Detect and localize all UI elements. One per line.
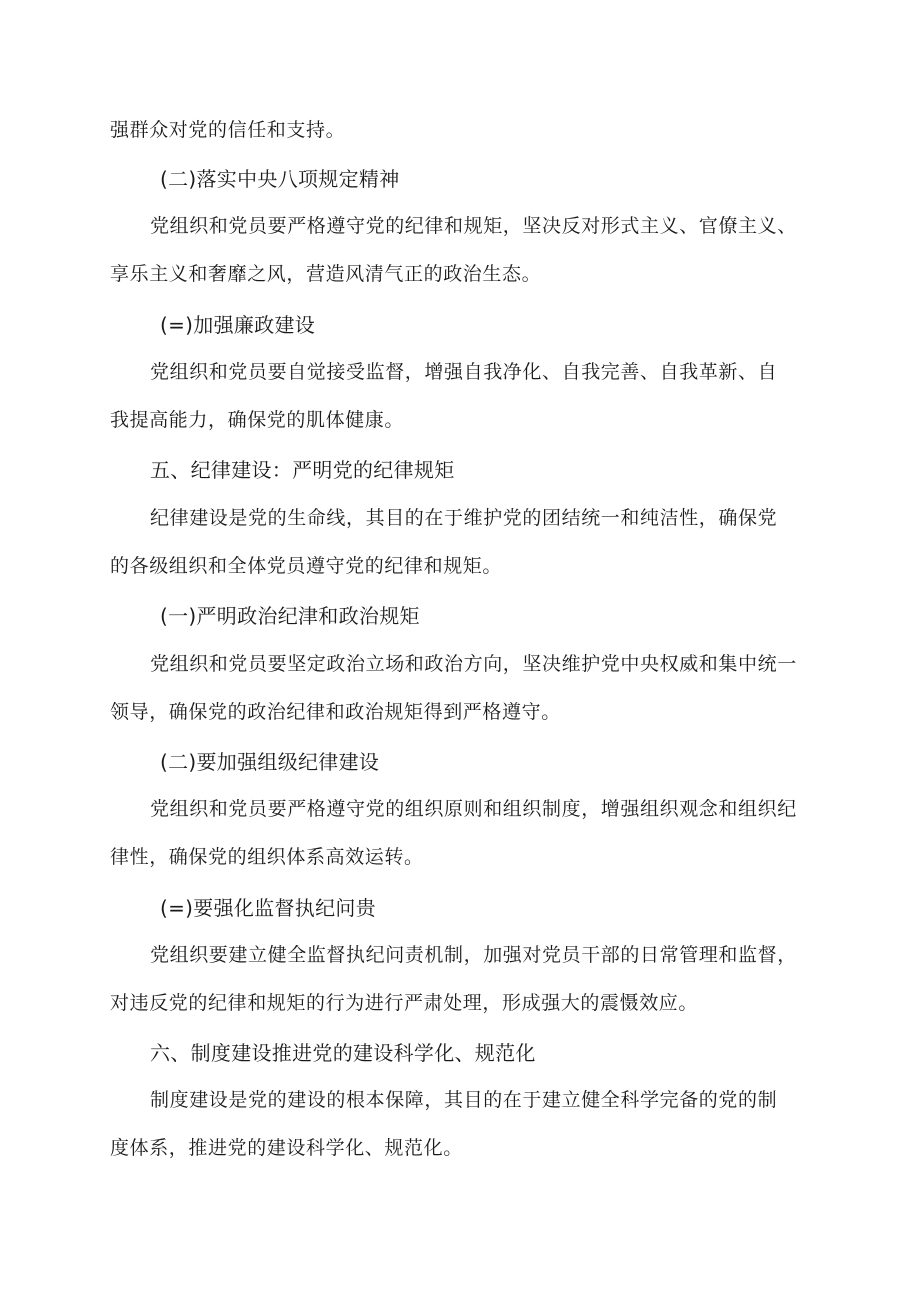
paragraph-line: 度体系，推进党的建设科学化、规范化。 bbox=[110, 1137, 463, 1159]
paragraph-line: 党组织和党员要严格遵守党的纪律和规矩，坚决反对形式主义、官僚主义、 bbox=[150, 215, 797, 237]
paragraph-line: 对违反党的纪律和规矩的行为进行严肃处理，形成强大的震慑效应。 bbox=[110, 992, 699, 1014]
paragraph-line: 领导，确保党的政治纪律和政治规矩得到严格遵守。 bbox=[110, 701, 561, 723]
paragraph-line: 纪律建设是党的生命线，其目的在于维护党的团结统一和纯洁性，确保党 bbox=[150, 507, 778, 529]
section-heading: 五、纪律建设：严明党的纪律规矩 bbox=[150, 458, 455, 482]
subheading: (二)落实中央八项规定精神 bbox=[160, 167, 400, 191]
paragraph-line: 党组织和党员要坚定政治立场和政治方向，坚决维护党中央权威和集中统一 bbox=[150, 653, 797, 675]
paragraph-line: 享乐主义和奢靡之风，营造风清气正的政治生态。 bbox=[110, 263, 542, 285]
paragraph-line: 党组织和党员要严格遵守党的组织原则和组织制度，增强组织观念和组织纪 bbox=[150, 798, 797, 820]
paragraph-line: 的各级组织和全体党员遵守党的纪律和规矩。 bbox=[110, 555, 503, 577]
paragraph-line: 我提高能力，确保党的肌体健康。 bbox=[110, 409, 405, 431]
paragraph-line: 律性，确保党的组织体系高效运转。 bbox=[110, 846, 424, 868]
subheading: (一)严明政治纪津和政治规矩 bbox=[160, 604, 420, 628]
paragraph-line: 党组织要建立健全监督执纪问责机制，加强对党员干部的日常管理和监督， bbox=[150, 944, 797, 966]
paragraph-line: 制度建设是党的建设的根本保障，其目的在于建立健全科学完备的党的制 bbox=[150, 1089, 778, 1111]
subheading: (=)加强廉政建设 bbox=[160, 313, 316, 337]
subheading: (二)要加强组级纪律建设 bbox=[160, 750, 380, 774]
subheading: (=)要强化监督执纪问贵 bbox=[160, 896, 376, 920]
paragraph-line: 党组织和党员要自觉接受监督，增强自我净化、自我完善、自我革新、自 bbox=[150, 361, 778, 383]
paragraph-line: 强群众对党的信任和支持。 bbox=[110, 119, 346, 141]
section-heading: 六、制度建设推进党的建设科学化、规范化 bbox=[150, 1041, 536, 1065]
